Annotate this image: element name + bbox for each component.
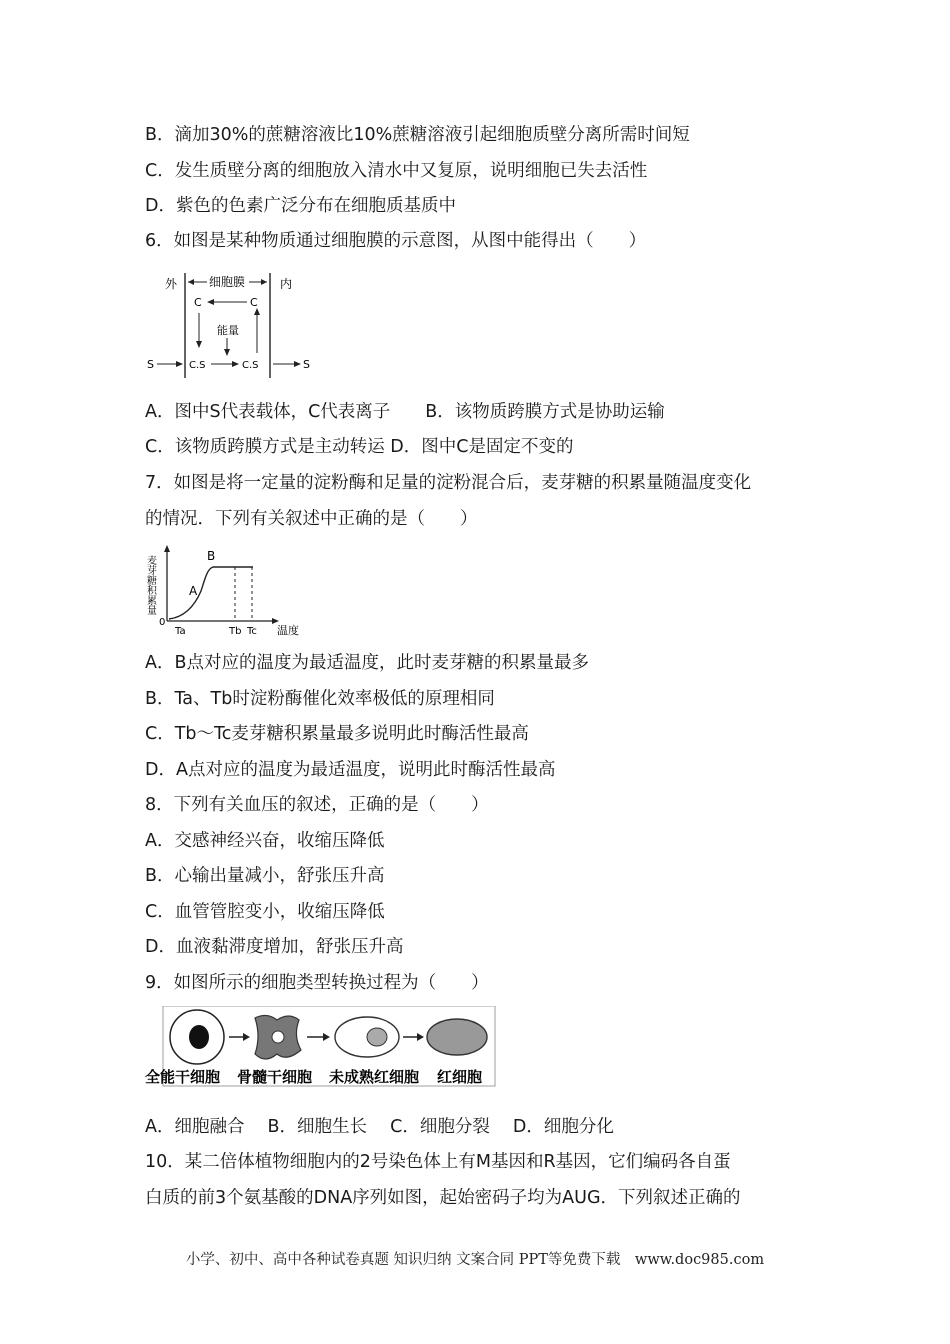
carrier-c-right: C [250,296,258,309]
chart-series-line [169,567,253,619]
chart-tick-tc: Tc [247,626,257,637]
maltose-temperature-chart [145,543,307,640]
chart-point-b: B [207,549,216,563]
chart-origin: 0 [159,617,166,628]
q7-option-a: A．B点对应的温度为最适温度，此时麦芽糖的积累量最多 [145,653,589,673]
q10-line1: 10．某二倍体植物细胞内的2号染色体上有M基因和R基因，它们编码各自蛋 [145,1152,731,1172]
label-red-cell: 红细胞 [437,1068,483,1086]
chart-tick-ta: Ta [175,626,186,637]
label-bone-marrow: 骨髓干细胞 [237,1068,313,1086]
bone-marrow-nucleus [272,1031,284,1043]
q9-options: A．细胞融合 B．细胞生长 C．细胞分裂 D．细胞分化 [145,1117,614,1137]
chart-tick-tb: Tb [229,626,242,637]
q7-option-b: B．Ta、Tb时淀粉酶催化效率极低的原理相同 [145,689,495,709]
q10-line2: 白质的前3个氨基酸的DNA序列如图，起始密码子均为AUG．下列叙述正确的 [145,1188,741,1208]
q7-stem-line2: 的情况．下列有关叙述中正确的是（ ） [145,509,478,529]
cell-conversion-figure [145,1006,497,1090]
label-totipotent: 全能干细胞 [145,1068,221,1086]
red-blood-cell [427,1019,487,1055]
immature-nucleus [367,1028,387,1046]
q6-options-ab: A．图中S代表载体，C代表离子 B．该物质跨膜方式是协助运输 [145,402,665,422]
inside-label: 内 [280,277,293,291]
chart-xlabel: 温度 [277,624,299,637]
q7-option-c: C．Tb～Tc麦芽糖积累量最多说明此时酶活性最高 [145,724,529,744]
q8-option-c: C．血管管腔变小，收缩压降低 [145,902,385,922]
q7-stem-line1: 7．如图是将一定量的淀粉酶和足量的淀粉混合后，麦芽糖的积累量随温度变化 [145,473,752,493]
outside-label: 外 [165,277,178,291]
q7-option-d: D．A点对应的温度为最适温度，说明此时酶活性最高 [145,760,556,780]
q9-stem: 9．如图所示的细胞类型转换过程为（ ） [145,973,489,993]
membrane-transport-figure [145,268,315,383]
q6-options-cd: C．该物质跨膜方式是主动转运 D．图中C是固定不变的 [145,437,574,457]
q6-stem: 6．如图是某种物质通过细胞膜的示意图，从图中能得出（ ） [145,231,647,251]
energy-label: 能量 [217,324,239,337]
chart-ylabel: 麦芽糖积累量 [145,555,156,615]
q5-option-c: C．发生质壁分离的细胞放入清水中又复原，说明细胞已失去活性 [145,161,648,181]
label-immature-red: 未成熟红细胞 [329,1068,420,1086]
q8-option-b: B．心输出量减小，舒张压升高 [145,866,385,886]
chart-point-a: A [189,584,198,598]
substance-s-inside: S [303,358,310,371]
q8-option-a: A．交感神经兴奋，收缩压降低 [145,831,385,851]
page-footer: 小学、初中、高中各种试卷真题 知识归纳 文案合同 PPT等免费下载 www.doc985.com [185,1252,765,1268]
membrane-label: 细胞膜 [208,275,246,289]
q5-option-b: B．滴加30%的蔗糖溶液比10%蔗糖溶液引起细胞质壁分离所需时间短 [145,125,690,145]
carrier-c-left: C [194,296,202,309]
q5-option-d: D．紫色的色素广泛分布在细胞质基质中 [145,196,456,216]
q8-option-d: D．血液黏滞度增加，舒张压升高 [145,937,404,957]
totipotent-nucleus [189,1025,209,1049]
cs-complex-right: C.S [242,360,259,371]
cs-complex-left: C.S [189,360,206,371]
substance-s-outside: S [147,358,154,371]
q8-stem: 8．下列有关血压的叙述，正确的是（ ） [145,795,489,815]
